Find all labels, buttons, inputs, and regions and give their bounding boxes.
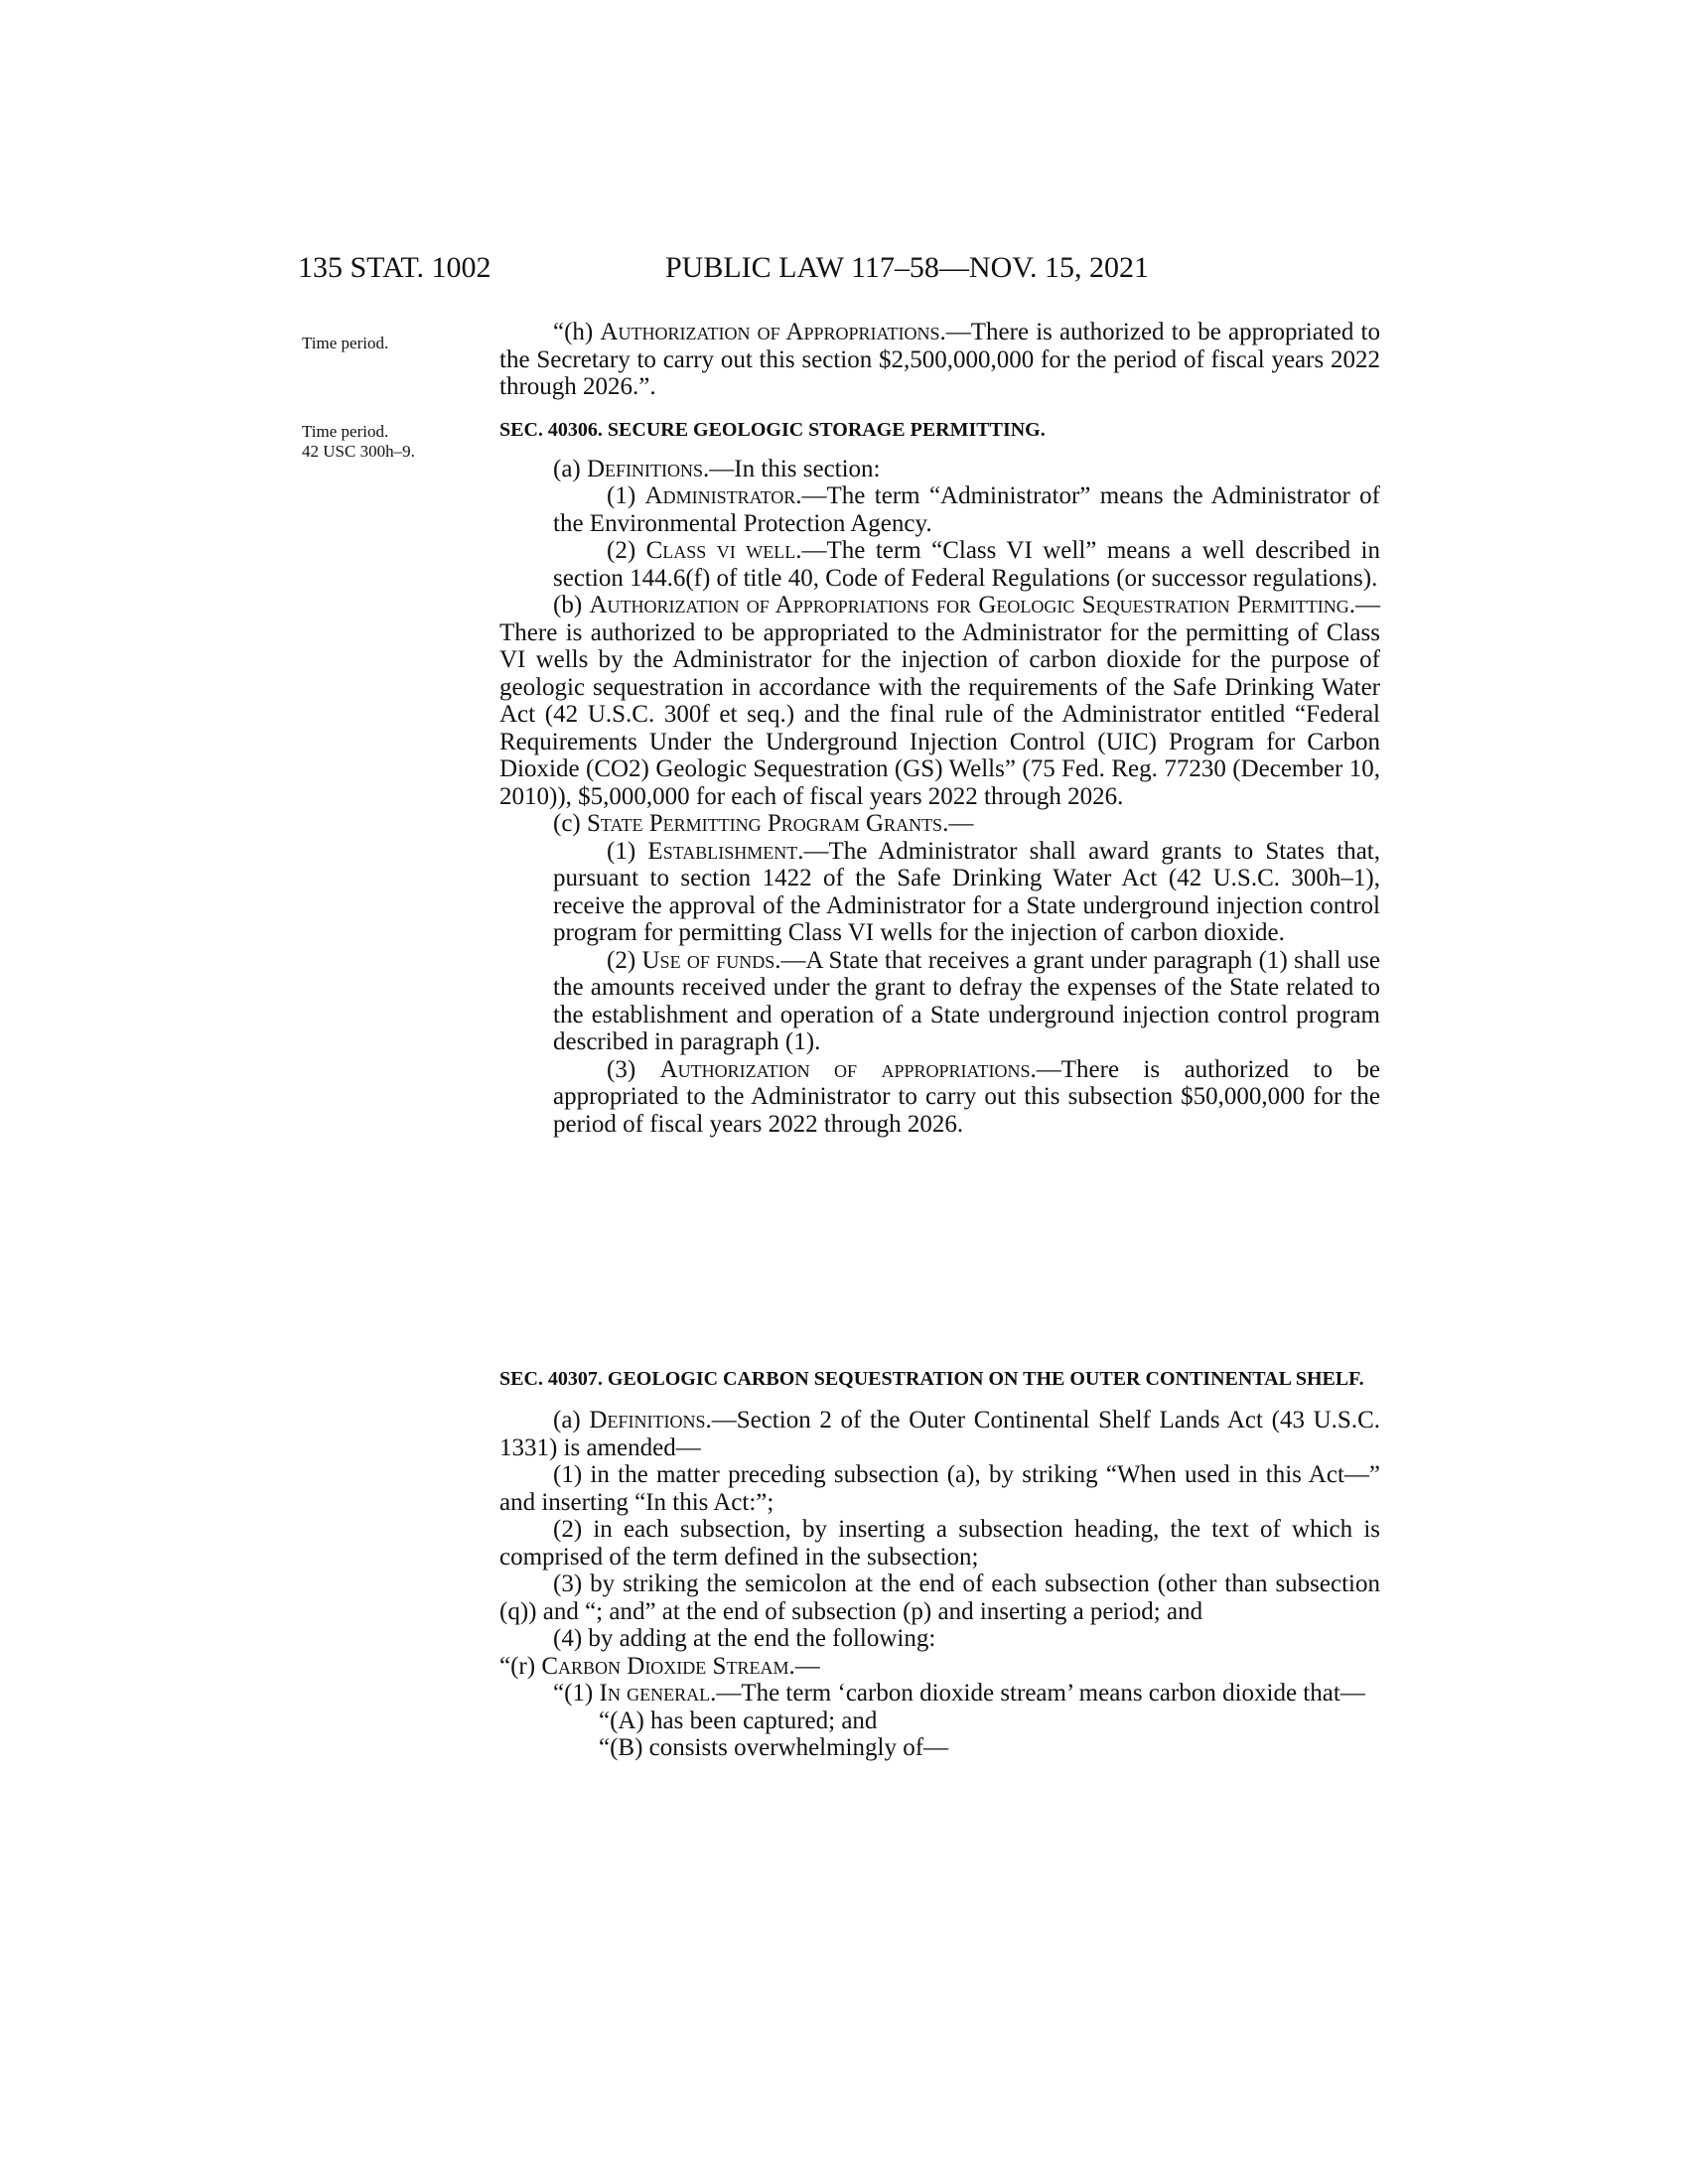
paragraph-40307-a3: (3) by striking the semicolon at the end of each subsection (other than subsection (q)) and “; and” at the end of subsection (p) and inserting a period; and <box>499 1570 1380 1625</box>
heading-definitions: Definitions. <box>587 455 710 482</box>
paragraph-c1: (1) Establishment.—The Administrator shall award grants to States that, pursuant to section 1422 of the Safe Drinking Water Act (42 U.S.C. 300h–1), receive the approval of the Administrator for a State underground injection control program for permitting Class VI wells for the injection of carbon dioxide. <box>553 837 1380 946</box>
paragraph-40307-a4: (4) by adding at the end the following: <box>553 1625 936 1652</box>
paragraph-c: (c) State Permitting Program Grants.— <box>553 810 974 837</box>
heading-state-grants: State Permitting Program Grants. <box>587 810 949 837</box>
section-40307-heading: SEC. 40307. GEOLOGIC CARBON SEQUESTRATION ON THE OUTER CONTINENTAL SHELF. <box>499 1368 1364 1390</box>
paragraph-r: “(r) Carbon Dioxide Stream.— <box>499 1652 820 1680</box>
paragraph-40307-a1: (1) in the matter preceding subsection (a), by striking “When used in this Act—” and inserting “In this Act:”; <box>499 1461 1380 1516</box>
paragraph-a: (a) Definitions.—In this section: <box>553 455 881 482</box>
paragraph-rB: “(B) consists overwhelmingly of— <box>599 1734 949 1761</box>
paragraph-c2: (2) Use of funds.—A State that receives a grant under paragraph (1) shall use the amounts received under the grant to defray the expenses of the State related to the establishment and operation of a State underground injection control program described in paragraph (1). <box>553 946 1380 1055</box>
margin-note-usc-citation: 42 USC 300h–9. <box>302 442 415 461</box>
heading-class-vi-well: Class vi well. <box>645 537 802 564</box>
margin-note-time-period <box>302 334 388 353</box>
paragraph-h: “(h) Authorization of Appropriations.—There is authorized to be appropriated to the Secretary to carry out this section $2,500,000,000 for the period of fiscal years 2022 through 2026.”. <box>499 319 1380 400</box>
heading-authorization-appropriations: Authorization of appropriations. <box>659 1055 1037 1083</box>
paragraph-r1: “(1) In general.—The term ‘carbon dioxide stream’ means carbon dioxide that— <box>553 1680 1365 1706</box>
paragraph-a2: (2) Class vi well.—The term “Class VI well” means a well described in section 144.6(f) of title 40, Code of Federal Regulations (or successor regulations). <box>553 537 1380 592</box>
paragraph-40307-a: (a) Definitions.—Section 2 of the Outer Continental Shelf Lands Act (43 U.S.C. 1331) is amended— <box>499 1407 1380 1461</box>
section-40306-heading: SEC. 40306. SECURE GEOLOGIC STORAGE PERMITTING. <box>499 418 1046 441</box>
margin-note-text: Time period. <box>302 422 389 441</box>
body-part-1 <box>499 319 1380 1138</box>
paragraph-b: (b) Authorization of Appropriations for Geologic Sequestration Permitting.—There is authorized to be appropriated to the Administrator for the permitting of Class VI wells by the Administrator for the injection of carbon dioxide for the purpose of geologic sequestration in accordance with the requirements of the Safe Drinking Water Act (42 U.S.C. 300f et seq.) and the final rule of the Administrator entitled “Federal Requirements Under the Underground Injection Control (UIC) Program for Carbon Dioxide (CO2) Geologic Sequestration (GS) Wells” (75 Fed. Reg. 77230 (December 10, 2010)), $5,000,000 for each of fiscal years 2022 through 2026. <box>499 592 1380 810</box>
margin-note-sec-40306 <box>302 422 415 462</box>
statute-page-number: 135 STAT. 1002 <box>298 251 492 284</box>
running-header <box>298 251 1380 291</box>
paragraph-c3: (3) Authorization of appropriations.—There is authorized to be appropriated to the Administrator to carry out this subsection $50,000,000 for the period of fiscal years 2022 through 2026. <box>553 1055 1380 1138</box>
paragraph-a1: (1) Administrator.—The term “Administrator” means the Administrator of the Environmental Protection Agency. <box>553 482 1380 537</box>
heading-use-of-funds: Use of funds. <box>641 946 781 974</box>
heading-definitions: Definitions. <box>589 1407 712 1433</box>
body-part-2 <box>499 1366 1380 1762</box>
heading-carbon-dioxide-stream: Carbon Dioxide Stream. <box>541 1652 795 1680</box>
heading-establishment: Establishment. <box>647 837 804 865</box>
public-law-citation: PUBLIC LAW 117–58—NOV. 15, 2021 <box>665 251 1150 284</box>
margin-note-text: Time period. <box>302 334 389 352</box>
heading-administrator: Administrator. <box>644 482 802 509</box>
heading-in-general: In general. <box>599 1680 717 1706</box>
heading-authorization: Authorization of Appropriations. <box>600 319 946 345</box>
paragraph-rA: “(A) has been captured; and <box>599 1706 878 1734</box>
paragraph-40307-a2: (2) in each subsection, by inserting a subsection heading, the text of which is comprised of the term defined in the subsection; <box>499 1516 1380 1570</box>
heading-geologic-sequestration: Authorization of Appropriations for Geologic Sequestration Permitting. <box>589 592 1355 618</box>
